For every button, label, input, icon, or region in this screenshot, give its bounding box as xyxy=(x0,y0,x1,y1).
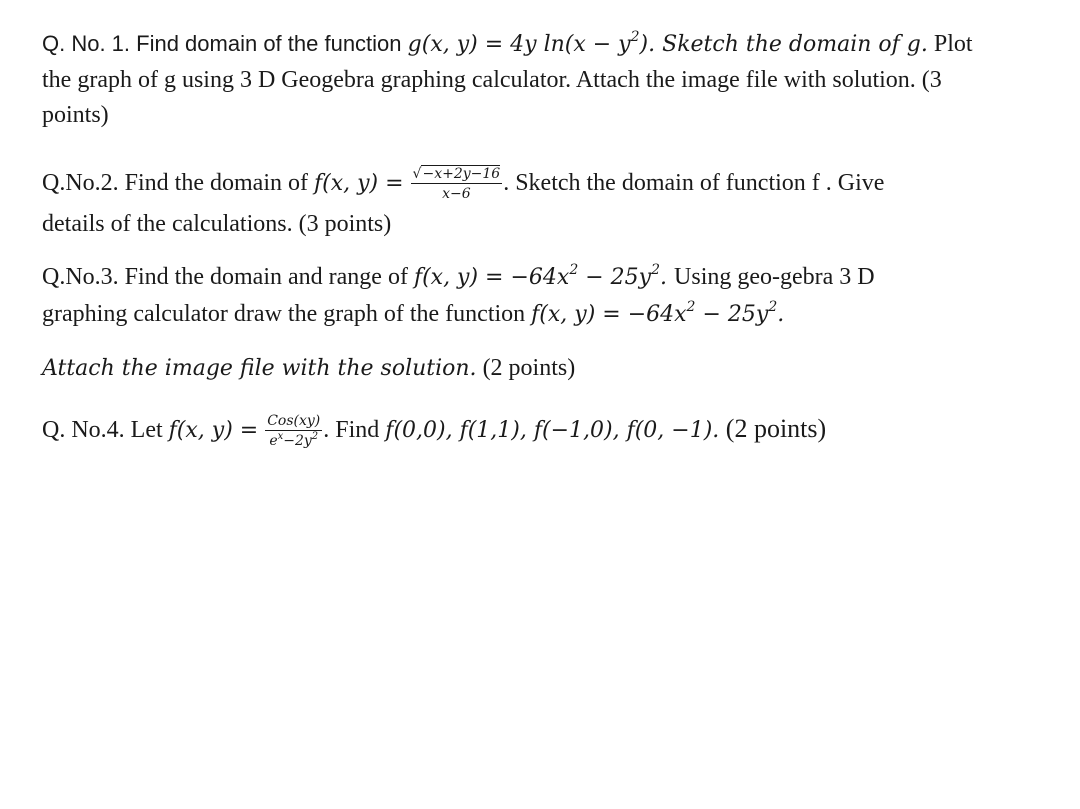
q1-prefix: Q. No. 1. Find domain of the function xyxy=(42,31,408,56)
q4-prefix: Q. No.4. Let xyxy=(42,417,169,443)
q3-line-3 xyxy=(42,354,575,383)
q4-line-1 xyxy=(42,412,826,449)
q4-fraction xyxy=(265,413,322,449)
q2-fraction xyxy=(411,166,503,202)
q3-line-2-prefix: graphing calculator draw the graph of the function xyxy=(42,301,532,327)
sqrt-icon: √ xyxy=(412,166,422,183)
q4-denominator xyxy=(265,431,322,449)
q3-function-a-text: f(x, y) = −64x xyxy=(413,265,570,290)
q2-denominator: x−6 xyxy=(442,186,471,203)
q3-mid-b: − 25y xyxy=(695,302,769,327)
q2-line-2: details of the calculations. (3 points) xyxy=(42,211,392,237)
q2-numerator-text: −x+2y−16 xyxy=(422,166,501,183)
q3-mid-a: − 25y xyxy=(578,265,652,290)
q2-prefix: Q.No.2. Find the domain of xyxy=(42,170,314,196)
q1-function-close: ) xyxy=(639,32,649,57)
q4-den-sup: x xyxy=(277,431,284,443)
q4-numerator: Cos(xy) xyxy=(267,413,321,430)
q1-function-sup: 2 xyxy=(630,29,640,45)
q4-find: . Find xyxy=(323,417,386,443)
q3-end-b: . xyxy=(777,302,785,327)
q4-points: (2 points) xyxy=(719,414,827,443)
q1-line-3: points) xyxy=(42,102,109,128)
q3-sup-b: 2 xyxy=(651,262,661,278)
q1-sketch: . Sketch the domain of g. xyxy=(648,32,928,57)
q1-plot: Plot xyxy=(927,31,973,57)
cropped-previous-line xyxy=(40,0,920,6)
q4-function: f(x, y) = xyxy=(168,418,259,443)
q3-function-b xyxy=(531,299,785,327)
q2-numerator xyxy=(411,166,503,184)
q3-end-a: . xyxy=(660,265,675,290)
q4-den-base: e xyxy=(269,433,278,450)
q1-function-text: g(x, y) = 4y ln(x − y xyxy=(407,32,631,57)
q4-values: f(0,0), f(1,1), f(−1,0), f(0, −1). xyxy=(385,418,720,443)
q2-line-1 xyxy=(42,166,884,202)
q3-sup-d: 2 xyxy=(768,299,778,315)
q3-function-a xyxy=(413,262,675,290)
q3-points: (2 points) xyxy=(476,355,576,381)
q2-suffix: . Sketch the domain of function f . Give xyxy=(503,170,885,196)
q4-den-sup2: 2 xyxy=(311,431,319,443)
q3-line-1 xyxy=(42,263,875,292)
q3-prefix: Q.No.3. Find the domain and range of xyxy=(42,264,414,290)
q3-attach-italic: Attach the image file with the solution. xyxy=(42,356,477,381)
q3-using: Using geo-gebra 3 D xyxy=(674,264,875,290)
q1-line-1 xyxy=(42,30,973,59)
q2-function: f(x, y) = xyxy=(313,171,404,196)
q3-sup-a: 2 xyxy=(569,262,579,278)
q3-line-2 xyxy=(42,300,784,329)
q3-function-b-text: f(x, y) = −64x xyxy=(531,302,687,327)
q1-line-2: the graph of g using 3 D Geogebra graphing calculator. Attach the image file with solution. (3 xyxy=(42,67,942,93)
q1-function xyxy=(407,29,649,57)
q3-sup-c: 2 xyxy=(686,299,696,315)
q4-den-rest: −2y xyxy=(283,433,312,450)
